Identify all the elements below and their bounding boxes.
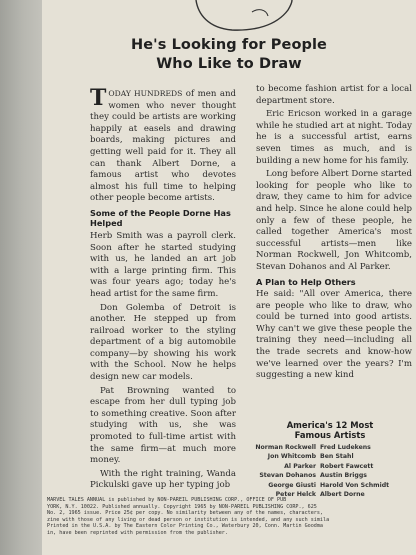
intro-paragraph [90, 85, 236, 205]
intro-text: of men and women who never thought they could be artists are working happily at easels and drawing boards, making pictures and getting well paid for it. They all can thank Albert Dorne, a famous artist who devotes almost his full time to helping other people become artists. [90, 89, 236, 204]
artist-name: Jon Whitcomb [267, 453, 316, 461]
magazine-page [42, 0, 416, 555]
imprint-line: in, have been reprinted with permission from the publisher. [47, 529, 228, 536]
imprint-line: MARVEL TALES ANNUAL is published by NON-PAREIL PUBLISHING CORP., OFFICE OF PUB [47, 497, 287, 503]
artist-name: Albert Dorne [320, 491, 365, 499]
box-title-line2: Famous Artists [294, 430, 366, 440]
artist-name: Peter Helck [275, 491, 316, 499]
paragraph-eric-ericson: Eric Ericson worked in a garage while he studied art at night. Today he is a successful artist, earns seven times as much, and is building a new home for his family. [256, 109, 412, 166]
imprint-line: YORK, N.Y. 10022. Published annually. Copyright 1965 by NON-PAREIL PUBLISHING CORP., 625 [47, 503, 317, 510]
subhead-plan: A Plan to Help Others [256, 276, 356, 287]
artist-name: Stevan Dohanos [259, 472, 316, 480]
artist-row [246, 462, 414, 471]
headline-line2: Who Like to Draw [156, 56, 302, 72]
famous-artists-box [246, 420, 414, 499]
paragraph-quote: He said: "All over America, there are people who like to draw, who could be turned into good artists. Why can't we give these people the training they need—including all the trade secrets and know-how we've learned over the years? I'm suggesting a new kind [256, 289, 412, 381]
paragraph-fashion-artist: to become fashion artist for a local department store. [256, 84, 412, 106]
artist-name: Norman Rockwell [255, 444, 316, 451]
imprint-line: zine with those of any living or dead person or institution is intended, and any such simila [47, 516, 330, 523]
artist-name: Al Parker [284, 462, 316, 470]
intro-smallcaps: ODAY HUNDREDS [108, 89, 183, 98]
artist-name: Ben Stahl [320, 453, 354, 461]
paragraph-herb-smith: Herb Smith was a payroll clerk. Soon after he started studying with us, he landed an art job with a large printing firm. This was four years ago; today he's head artist for the same firm. [90, 230, 236, 299]
headline-line1: He's Looking for People [131, 37, 327, 53]
paragraph-albert-dorne: Long before Albert Dorne started looking for people who like to draw, they came to him for advice and help. Since he alone could help only a few of these people, he called together America's most successful artists—men like Norman Rockwell, Jon Whitcomb, Stevan Dohanos and Al Parker. [256, 169, 413, 272]
drop-cap: T [90, 85, 107, 111]
publisher-imprint [47, 497, 416, 537]
artist-row [246, 481, 414, 490]
paragraph-wanda-pickulski: With the right training, Wanda Pickulski gave up her typing job [90, 468, 236, 491]
paragraph-don-golemba: Don Golemba of Detroit is another. He stepped up from railroad worker to the styling department of a big automobile company—by showing his work with the School. Now he helps design new car models. [90, 302, 236, 383]
artist-row [246, 443, 414, 452]
right-article-column [256, 84, 412, 384]
imprint-line: No. 2, 1965 issue. Price 25¢ per copy. No similarity between any of the names, characters, [47, 510, 324, 517]
illustration-sketch [192, 0, 302, 32]
artist-name: George Giusti [268, 481, 316, 489]
adjacent-page-edge [0, 0, 42, 555]
artist-row [246, 471, 414, 480]
artist-row [246, 452, 414, 461]
imprint-line: Printed in the U.S.A. by The Eastern Color Printing Co., Waterbury 20, Conn. Martin Goodma [47, 523, 324, 530]
artist-name: Austin Briggs [320, 472, 367, 480]
box-title-line1: America's 12 Most [286, 420, 374, 430]
subhead-people-helped: Some of the People Dorne Has Helped [90, 207, 231, 229]
left-article-column [90, 85, 236, 494]
artists-list [246, 443, 414, 499]
artist-name: Fred Ludekens [320, 444, 371, 451]
paragraph-pat-browning: Pat Browning wanted to escape from her dull typing job to something creative. Soon after studying with us, she was promoted to full-time artist with the same firm—at much more money. [90, 385, 236, 466]
artist-name: Harold Von Schmidt [320, 481, 390, 489]
artist-name: Robert Fawcett [320, 462, 374, 470]
